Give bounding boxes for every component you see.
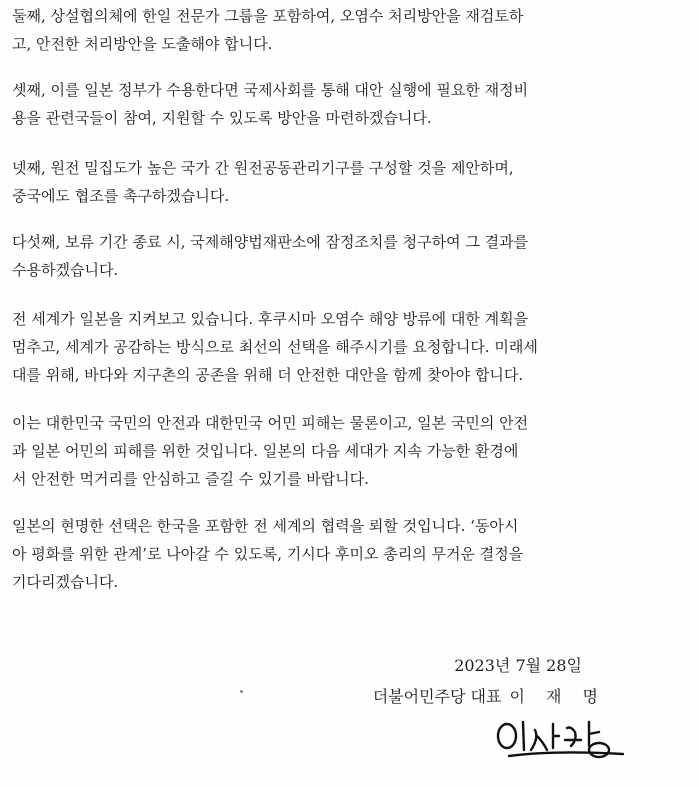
paragraph-third — [12, 76, 612, 132]
text-line: 서 안전한 먹거리를 안심하고 즐길 수 있기를 바랍니다. — [12, 470, 369, 488]
text-line: 다섯째, 보류 기간 종료 시, 국제해양법재판소에 잠정조치를 청구하여 그 결과를 — [12, 233, 529, 251]
scan-speck — [240, 690, 243, 693]
text-line: 이는 대한민국 국민의 안전과 대한민국 어민 피해는 물론이고, 일본 국민의 안전 — [12, 414, 529, 432]
signer-name: 이 재 명 — [509, 687, 606, 706]
text-line: 셋째, 이를 일본 정부가 수용한다면 국제사회를 통해 대안 실행에 필요한 재정비 — [12, 81, 529, 99]
text-line: 대를 위해, 바다와 지구촌의 공존을 위해 더 안전한 대안을 함께 찾아야 합니다. — [12, 366, 524, 384]
text-line: 전 세계가 일본을 지켜보고 있습니다. 후쿠시마 오염수 해양 방류에 대한 계획을 — [12, 310, 529, 328]
letter-date: 2023년 7월 28일 — [454, 656, 582, 675]
text-line: 둘째, 상설협의체에 한일 전문가 그룹을 포함하여, 오염수 처리방안을 재검토하 — [12, 7, 524, 25]
paragraph-fifth — [12, 228, 612, 284]
paragraph-world — [12, 305, 612, 389]
text-line: 용을 관련국들이 참여, 지원할 수 있도록 방안을 마련하겠습니다. — [12, 109, 432, 127]
text-line: 멈추고, 세계가 공감하는 방식으로 최선의 선택을 해주시기를 요청합니다. 미래세 — [12, 338, 538, 356]
text-line: 고, 안전한 처리방안을 도출해야 합니다. — [12, 35, 273, 53]
handwritten-signature — [495, 706, 635, 762]
paragraph-fourth — [12, 154, 612, 210]
paragraph-closing — [12, 512, 612, 596]
paragraph-safety — [12, 409, 612, 493]
signer-block — [373, 684, 606, 707]
text-line: 수용하겠습니다. — [12, 261, 119, 279]
text-line: 아 평화를 위한 관계’로 나아갈 수 있도록, 기시다 후미오 총리의 무거운 결정을 — [12, 545, 524, 563]
text-line: 넷째, 원전 밀집도가 높은 국가 간 원전공동관리기구를 구성할 것을 제안하며, — [12, 159, 514, 177]
text-line: 기다리겠습니다. — [12, 573, 119, 591]
signer-title: 더불어민주당 대표 — [372, 687, 502, 706]
paragraph-second — [12, 2, 612, 58]
text-line: 중국에도 협조를 촉구하겠습니다. — [12, 187, 230, 205]
text-line: 과 일본 어민의 피해를 위한 것입니다. 일본의 다음 세대가 지속 가능한 환경에 — [12, 442, 519, 460]
text-line: 일본의 현명한 선택은 한국을 포함한 전 세계의 협력을 뢰할 것입니다. ‘동아시 — [12, 517, 519, 535]
